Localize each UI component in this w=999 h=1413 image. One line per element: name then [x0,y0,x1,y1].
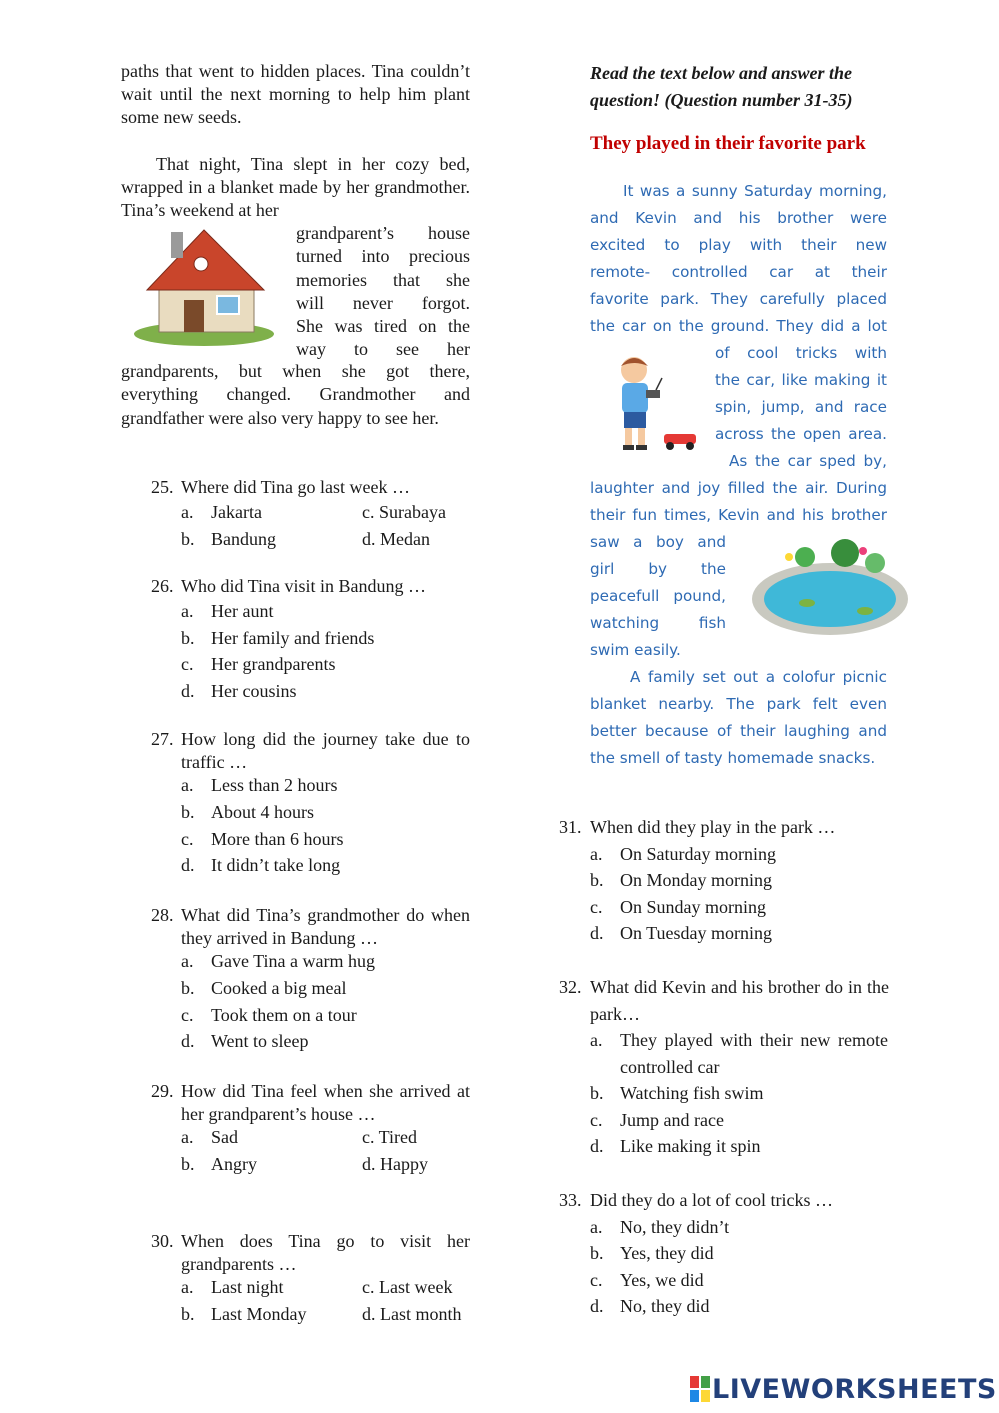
option-letter: b. [181,1154,195,1174]
option-letter: a. [590,1030,603,1051]
question-text: Did they do a lot of cool tricks … [590,1190,833,1210]
option-letter: a. [181,951,194,972]
question-text: When did they play in the park … [590,817,836,837]
story-paragraph-1: paths that went to hidden places. Tina couldn’t wait until the next morning to help him plant some new seeds. [121,61,470,128]
question-text: What did Kevin and his brother do in the park… [590,977,889,1024]
story-line: the smell of tasty homemade snacks. [590,748,876,767]
option-d[interactable]: d. Happy [362,1154,428,1174]
story-line: She was tired on the [296,316,470,337]
question-number: 29. [151,1081,174,1101]
option-letter: b. [181,802,195,822]
option-d[interactable]: Her cousins [211,680,297,701]
question-28 [121,904,481,1057]
option-letter: c. [181,1004,194,1025]
option-letter: d. [590,1296,604,1317]
option-a[interactable]: Her aunt [211,601,274,622]
story-line: excited to play with their new [590,235,887,254]
question-25 [121,476,481,554]
question-31 [559,814,889,947]
option-letter: c. [181,654,194,675]
option-d[interactable]: d. Medan [362,528,430,549]
option-c[interactable]: On Sunday morning [620,896,766,917]
story-line: laughter and joy filled the air. During [590,478,887,497]
option-c[interactable]: Jump and race [620,1109,724,1130]
option-b[interactable]: Last Monday [211,1304,307,1324]
option-a[interactable]: On Saturday morning [620,843,776,864]
option-c[interactable]: c. Surabaya [362,502,446,523]
story-line: peacefull pound, [590,586,726,605]
option-c[interactable]: Yes, we did [620,1269,704,1290]
story-line: saw a boy and [590,532,726,551]
story-line: It was a sunny Saturday morning, [623,181,887,200]
question-text: Who did Tina visit in Bandung … [181,576,427,596]
option-d[interactable]: On Tuesday morning [620,923,773,944]
story-line: their fun times, Kevin and his brother [590,505,887,524]
option-letter: b. [590,870,604,891]
option-letter: d. [181,855,195,876]
option-b[interactable]: Angry [211,1154,257,1174]
option-a[interactable]: No, they didn’t [620,1216,730,1237]
liveworksheets-logo-icon [690,1376,710,1402]
story-line: grandparent’s house [296,223,470,244]
option-letter: d. [181,680,195,701]
option-d[interactable]: It didn’t take long [211,855,341,876]
question-number: 28. [151,905,174,925]
story-line: will never forgot. [296,292,470,313]
story-line: favorite park. They carefully placed [590,289,887,308]
story-line: the car, like making it [715,370,887,389]
option-a[interactable]: Last night [211,1277,284,1298]
story-line: swim easily. [590,640,681,659]
option-letter: b. [181,978,195,998]
option-d[interactable]: d. Last month [362,1304,462,1324]
option-letter: a. [181,502,194,523]
story-paragraph-3: grandparents, but when she got there, everything changed. Grandmother and grandfather were also very happy to see her. [121,361,470,428]
option-letter: a. [181,1277,194,1298]
question-text: How long did the journey take due to traffic … [181,729,470,773]
option-a[interactable]: Less than 2 hours [211,775,338,796]
story-line: memories that she [296,269,470,290]
option-a[interactable]: Jakarta [211,502,262,523]
option-letter: d. [181,1031,195,1052]
option-b[interactable]: Bandung [211,528,276,549]
option-letter: c. [590,1109,603,1130]
story-line: blanket nearby. The park felt even [590,694,887,713]
question-number: 32. [559,977,582,997]
option-a[interactable]: They played with their new remote controlled car [620,1030,888,1077]
story-line: across the open area. [715,424,887,443]
option-letter: c. [590,896,603,917]
logo-text: LIVEWORKSHEETS [712,1374,997,1405]
option-letter: b. [181,627,195,648]
question-26 [121,575,481,707]
question-32 [559,974,889,1160]
story-line: way to see her [296,339,470,360]
option-letter: b. [181,1304,195,1324]
option-b[interactable]: On Monday morning [620,870,772,891]
story-line: and Kevin and his brother were [590,208,887,227]
question-27 [121,728,481,881]
option-letter: b. [181,528,195,549]
question-text: Where did Tina go last week … [181,477,410,497]
question-number: 25. [151,477,174,497]
story-line: remote- controlled car at their [590,262,887,281]
option-b[interactable]: Watching fish swim [620,1083,764,1104]
question-number: 26. [151,576,174,596]
story-line: the car on the ground. They did a lot [590,316,887,335]
option-letter: b. [590,1243,604,1264]
option-d[interactable]: No, they did [620,1296,710,1317]
story-line: turned into precious [296,246,470,267]
story-line: spin, jump, and race [715,397,887,416]
story-line: As the car sped by, [729,451,887,470]
option-letter: a. [181,601,194,622]
option-c[interactable]: c. Last week [362,1277,453,1298]
story-line: better because of their laughing and [590,721,887,740]
question-number: 33. [559,1190,582,1210]
option-c[interactable]: More than 6 hours [211,828,344,849]
boy-with-rc-car-illustration [604,350,704,460]
left-column [121,60,470,430]
question-text: What did Tina’s grandmother do when they arrived in Bandung … [181,905,470,949]
option-a[interactable]: Sad [211,1127,238,1148]
option-b[interactable]: Cooked a big meal [211,978,347,998]
option-c[interactable]: Her grandparents [211,654,336,675]
option-d[interactable]: Like making it spin [620,1136,761,1157]
question-text: When does Tina go to visit her grandparents … [181,1231,470,1275]
story-line: watching fish [590,613,726,632]
story-line: of cool tricks with [715,343,887,362]
park-story [590,178,887,772]
question-33 [559,1187,889,1320]
option-letter: a. [590,843,603,864]
story-line: girl by the [590,559,726,578]
pond-illustration [745,539,910,639]
option-letter: b. [590,1083,604,1104]
option-letter: d. [590,923,604,944]
right-column [559,60,889,772]
option-c[interactable]: Took them on a tour [211,1004,357,1025]
story-title: They played in their favorite park [590,133,866,154]
question-29 [121,1080,481,1180]
question-number: 27. [151,729,174,749]
option-letter: d. [590,1136,604,1157]
story-line: A family set out a colofur picnic [630,667,887,686]
story-paragraph-2: That night, Tina slept in her cozy bed, wrapped in a blanket made by her grandmother. Tina’s weekend at her [121,153,470,221]
question-number: 30. [151,1231,174,1251]
option-letter: a. [181,775,194,796]
option-d[interactable]: Went to sleep [211,1031,309,1052]
question-30 [121,1230,481,1330]
option-letter: c. [590,1269,603,1290]
option-letter: a. [181,1127,194,1148]
question-text: How did Tina feel when she arrived at her grandparent’s house … [181,1081,470,1125]
liveworksheets-logo[interactable] [690,1374,997,1405]
option-c[interactable]: c. Tired [362,1127,418,1148]
option-b[interactable]: Yes, they did [620,1243,714,1264]
option-b[interactable]: Her family and friends [211,627,375,648]
option-a[interactable]: Gave Tina a warm hug [211,951,375,972]
option-letter: a. [590,1216,603,1237]
house-illustration [129,222,279,352]
question-number: 31. [559,817,582,837]
option-letter: c. [181,828,194,849]
option-b[interactable]: About 4 hours [211,802,314,822]
reading-instruction: Read the text below and answer the question! (Question number 31-35) [590,63,853,110]
